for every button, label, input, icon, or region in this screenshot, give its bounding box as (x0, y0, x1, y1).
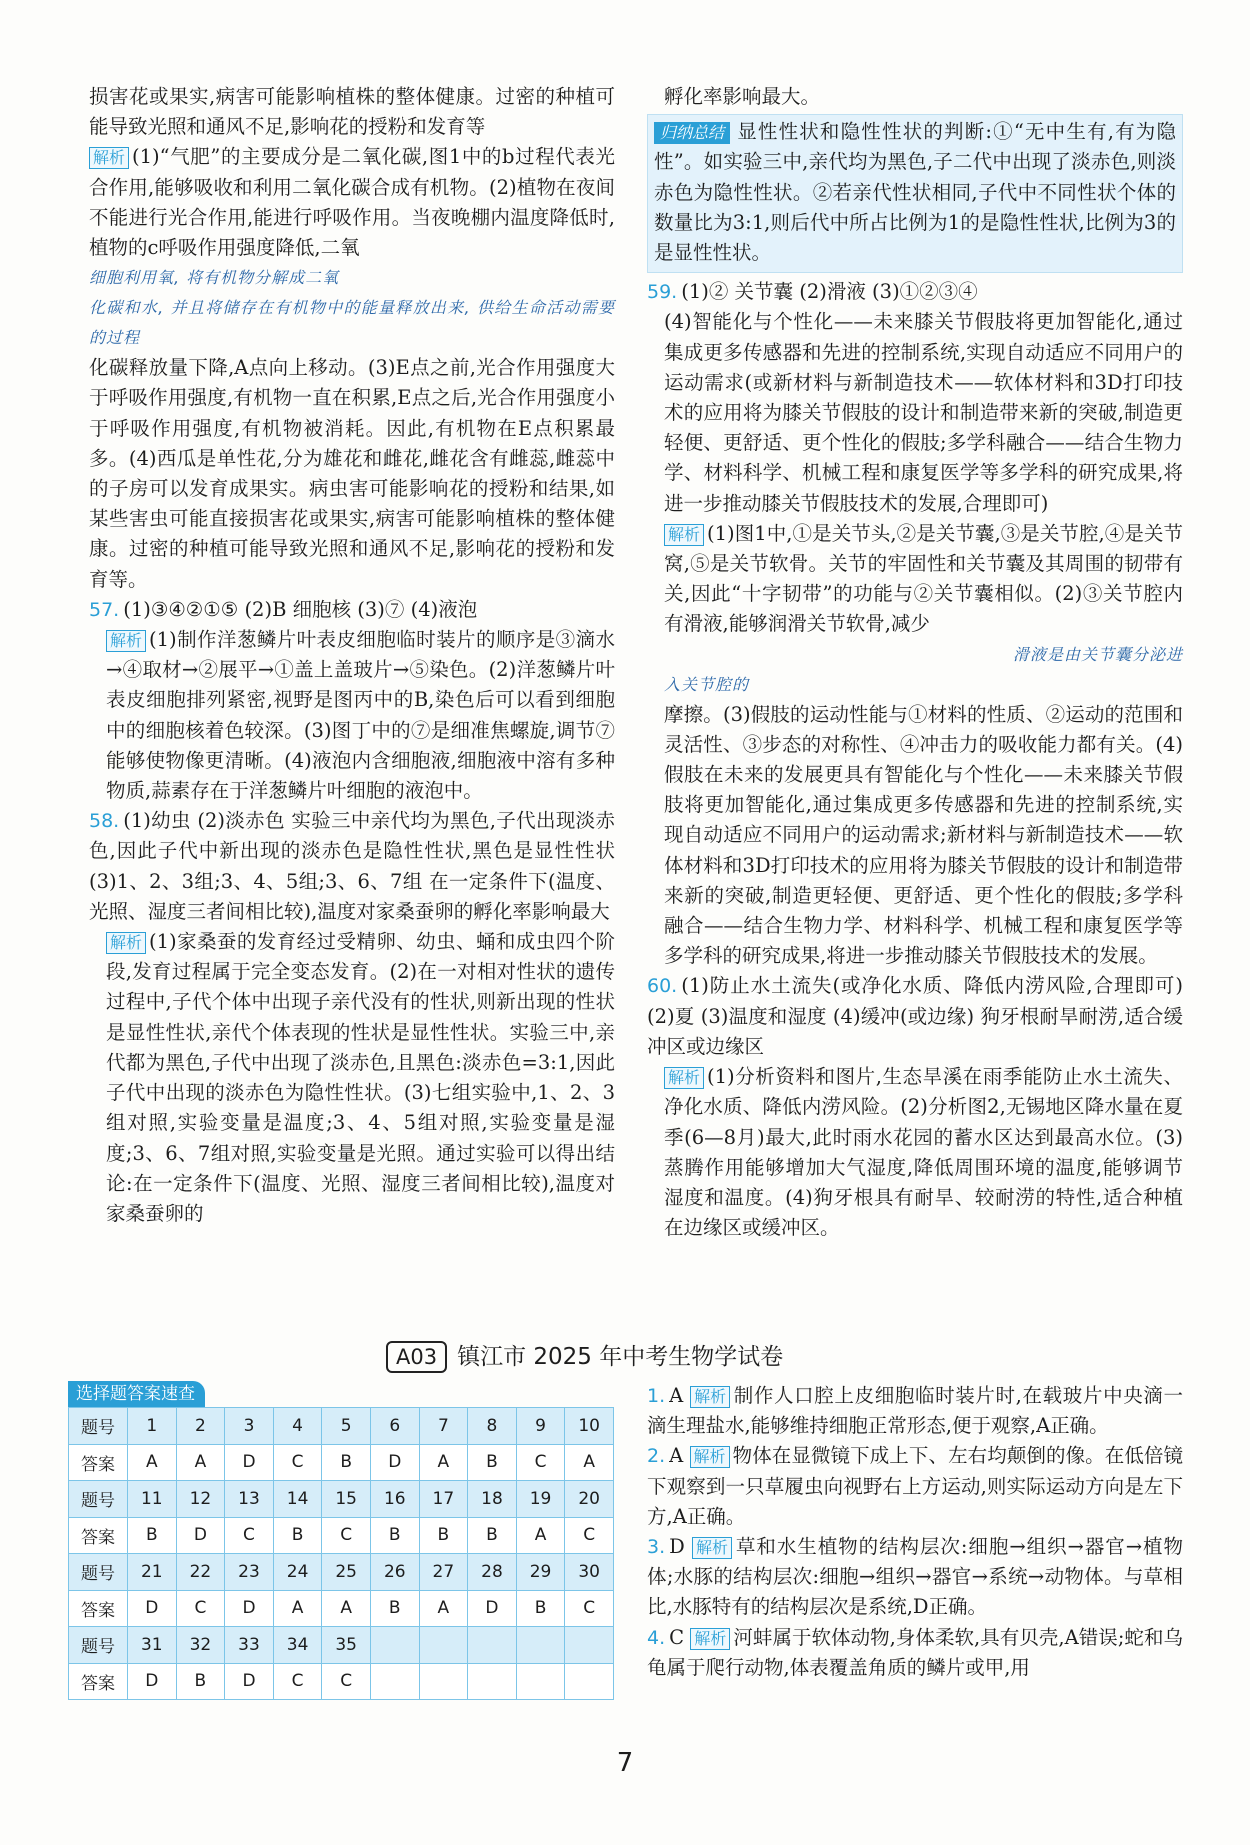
q58-analysis-text: (1)家桑蚕的发育经过受精卵、幼虫、蛹和成虫四个阶段,发育过程属于完全变态发育。(2)在一对相对性状的遗传过程中,子代个体中出现子亲代没有的性状,则新出现的性状是显性性状,亲代个体表现的性状是显性性状。实验三中,亲代都为黑色,子代中出现了淡赤色,且黑色:淡赤色=3:1,因此子代中出现的淡赤色为隐性性状。(3)七组实验中,1、2、3组对照,实验变量是温度;3、4、5组对照,实验变量是湿度;3、6、7组对照,实验变量是光照。通过实验可以得出结论:在一定条件下(温度、光照、湿度三者间相比较),温度对家桑蚕卵的 (106, 930, 615, 1225)
question-number-cell: 19 (516, 1481, 565, 1518)
answer-cell: A (419, 1444, 468, 1481)
answer-cell: C (273, 1444, 322, 1481)
answer-cell: B (468, 1444, 517, 1481)
analysis-tag: 解析 (106, 630, 146, 652)
q59-answer-a: (1)② 关节囊 (2)滑液 (3)①②③④ (681, 280, 978, 304)
analysis-tag: 解析 (690, 1446, 730, 1468)
answer-text: 物体在显微镜下成上下、左右均颠倒的像。在低倍镜下观察到一只草履虫向视野右上方运动,则实际运动方向是左下方,A正确。 (647, 1444, 1183, 1528)
answer-cell (565, 1663, 614, 1700)
question-number-cell: 26 (370, 1554, 419, 1591)
answer-letter: A (669, 1444, 684, 1468)
row-label: 题号 (69, 1481, 128, 1518)
question-number-cell: 14 (273, 1481, 322, 1518)
question-number-cell: 27 (419, 1554, 468, 1591)
question-number-cell: 17 (419, 1481, 468, 1518)
question-number-cell (468, 1627, 517, 1664)
question-number-cell: 24 (273, 1554, 322, 1591)
answer-text: 制作人口腔上皮细胞临时装片时,在载玻片中央滴一滴生理盐水,能够维持细胞正常形态,便于观察,A正确。 (647, 1384, 1183, 1438)
answer-cell: D (128, 1663, 177, 1700)
answer-cell (516, 1663, 565, 1700)
analysis-tag: 解析 (106, 932, 146, 954)
answer-cell: B (419, 1517, 468, 1554)
analysis-tag: 解析 (664, 524, 704, 546)
question-number-cell: 31 (128, 1627, 177, 1664)
answer-3 (647, 1532, 1183, 1623)
right-column (647, 82, 1183, 1243)
answer-letter: A (669, 1384, 684, 1407)
answer-text: 河蚌属于软体动物,身体柔软,具有贝壳,A错误;蛇和乌龟属于爬行动物,体表覆盖角质的鳞片或甲,用 (647, 1625, 1184, 1679)
question-number-cell: 12 (176, 1481, 225, 1518)
q57-analysis (89, 625, 615, 806)
answer-table (68, 1407, 614, 1700)
answer-cell: B (128, 1517, 177, 1554)
row-label: 题号 (69, 1627, 128, 1664)
q60-analysis-text: (1)分析资料和图片,生态旱溪在雨季能防止水土流失、净化水质、降低内涝风险。(2)分析图2,无锡地区降水量在夏季(6—8月)最大,此时雨水花园的蓄水区达到最高水位。(3)蒸腾作用能够增加大气湿度,降低周围环境的温度,能够调节湿度和温度。(4)狗牙根具有耐旱、较耐涝的特性,适合种植在边缘区或缓冲区。 (664, 1065, 1183, 1240)
question-number: 59. (647, 281, 678, 304)
question-number-cell: 8 (468, 1408, 517, 1445)
question-60 (647, 971, 1183, 1062)
table-row-answers (69, 1663, 614, 1700)
answer-cell: D (468, 1590, 517, 1627)
answer-cell: D (225, 1663, 274, 1700)
answer-cell: B (322, 1444, 371, 1481)
answer-cell: C (322, 1517, 371, 1554)
q58-answer: (1)幼虫 (2)淡赤色 实验三中亲代均为黑色,子代出现淡赤色,因此子代中新出现的淡赤色是隐性性状,黑色是显性性状 (3)1、2、3组;3、4、5组;3、6、7组 在一定条件下(温度、光照、湿度三者间相比较),温度对家桑蚕卵的孵化率影响最大 (89, 809, 615, 923)
table-row-numbers (69, 1627, 614, 1664)
question-number-cell (419, 1627, 468, 1664)
table-row-numbers (69, 1554, 614, 1591)
analysis-tag: 解析 (89, 147, 129, 169)
row-label: 答案 (69, 1517, 128, 1554)
answer-cell: A (273, 1590, 322, 1627)
left-column (89, 82, 615, 1229)
q60-analysis (647, 1062, 1183, 1243)
row-label: 题号 (69, 1554, 128, 1591)
summary-tag: 归纳总结 (654, 122, 730, 144)
answer-cell: B (176, 1663, 225, 1700)
question-number-cell: 5 (322, 1408, 371, 1445)
handwritten-note: 入关节腔的 (664, 674, 750, 694)
answer-4 (647, 1623, 1183, 1683)
q60-answer: (1)防止水土流失(或净化水质、降低内涝风险,合理即可) (2)夏 (3)温度和湿度 (4)缓冲(或边缘) 狗牙根耐旱耐涝,适合缓冲区或边缘区 (647, 974, 1183, 1058)
question-58 (89, 806, 615, 927)
answer-text: 草和水生植物的结构层次:细胞→组织→器官→植物体;水豚的结构层次:细胞→组织→器官→系统→动物体。与草相比,水豚特有的结构层次是系统,D正确。 (647, 1535, 1183, 1619)
answer-cell: D (370, 1444, 419, 1481)
table-row-numbers (69, 1481, 614, 1518)
question-number-cell: 13 (225, 1481, 274, 1518)
analysis-tag: 解析 (664, 1067, 704, 1089)
row-label: 答案 (69, 1590, 128, 1627)
table-row-answers (69, 1517, 614, 1554)
q58-continued: 孵化率影响最大。 (664, 85, 821, 108)
question-number-cell (370, 1627, 419, 1664)
question-number-cell: 35 (322, 1627, 371, 1664)
answer-cell (419, 1663, 468, 1700)
question-number-cell: 32 (176, 1627, 225, 1664)
answer-cell: C (565, 1517, 614, 1554)
q59-analysis-text-b: 摩擦。(3)假肢的运动性能与①材料的性质、②运动的范围和灵活性、③步态的对称性、④冲击力的吸收能力都有关。(4)假肢在未来的发展更具有智能化与个性化——未来膝关节假肢将更加智能化,通过集成更多传感器和先进的控制系统,实现自动适应不同用户的运动需求;新材料与新制造技术——软体材料和3D打印技术的应用将为膝关节假肢的设计和制造带来新的突破,制造更轻便、更舒适、更个性化的假肢;多学科融合——结合生物力学、材料科学、机械工程和康复医学等多学科的研究成果,将进一步推动膝关节假肢技术的发展。 (664, 702, 1183, 968)
question-number-cell: 21 (128, 1554, 177, 1591)
q58-analysis (89, 927, 615, 1229)
answer-cell: C (322, 1663, 371, 1700)
answer-cell: A (516, 1517, 565, 1554)
answer-cell: D (128, 1590, 177, 1627)
section-badge: A03 (386, 1341, 447, 1373)
answer-letter: D (669, 1535, 685, 1559)
answer-cell: D (176, 1517, 225, 1554)
row-label: 答案 (69, 1444, 128, 1481)
question-number-cell: 23 (225, 1554, 274, 1591)
question-number-cell: 7 (419, 1408, 468, 1445)
handwritten-note: 滑液是由关节囊分泌进 (1012, 644, 1183, 664)
answer-cell: B (370, 1590, 419, 1627)
question-number: 60. (647, 975, 678, 998)
q56-analysis-text-b: 化碳释放量下降,A点向上移动。(3)E点之前,光合作用强度大于呼吸作用强度,有机物一直在积累,E点之后,光合作用强度小于呼吸作用强度,有机物被消耗。因此,有机物在E点积累最多。(4)西瓜是单性花,分为雄花和雌花,雌花含有雌蕊,雌蕊中的子房可以发育成果实。病虫害可能影响花的授粉和结果,如某些害虫可能直接损害花或果实,病害可能影响植株的整体健康。过密的种植可能导致光照和通风不足,影响花的授粉和发育等。 (89, 356, 615, 591)
section-title (386, 1340, 906, 1376)
answer-cell: B (273, 1517, 322, 1554)
question-number-cell: 1 (128, 1408, 177, 1445)
answer-cell: C (516, 1444, 565, 1481)
question-number-cell (565, 1627, 614, 1664)
table-row-answers (69, 1590, 614, 1627)
q56-analysis-text-a: (1)“气肥”的主要成分是二氧化碳,图1中的b过程代表光合作用,能够吸收和利用二氧化碳合成有机物。(2)植物在夜间不能进行光合作用,能进行呼吸作用。当夜晚棚内温度降低时,植物的c呼吸作用强度降低,二氧 (89, 145, 615, 260)
answer-cell: D (225, 1590, 274, 1627)
question-number-cell: 28 (468, 1554, 517, 1591)
question-number: 4. (647, 1626, 666, 1649)
table-row-answers (69, 1444, 614, 1481)
answer-cell: D (225, 1444, 274, 1481)
answer-cell: C (565, 1590, 614, 1627)
question-number-cell: 33 (225, 1627, 274, 1664)
question-number: 58. (89, 810, 120, 833)
question-number-cell: 9 (516, 1408, 565, 1445)
question-number-cell: 29 (516, 1554, 565, 1591)
analysis-tag: 解析 (690, 1628, 730, 1650)
q59-answer-b: (4)智能化与个性化——未来膝关节假肢将更加智能化,通过集成更多传感器和先进的控制系统,实现自动适应不同用户的运动需求(或新材料与新制造技术——软体材料和3D打印技术的应用将为膝关节假肢的设计和制造带来新的突破,制造更轻便、更舒适、更个性化的假肢;多学科融合——结合生物力学、材料科学、机械工程和康复医学等多学科的研究成果,将进一步推动膝关节假肢技术的发展,合理即可) (664, 310, 1183, 515)
summary-text: 显性性状和隐性性状的判断:①“无中生有,有为隐性”。如实验三中,亲代均为黑色,子二代中出现了淡赤色,则淡赤色为隐性性状。②若亲代性状相同,子代中不同性状个体的数量比为3:1,则后代中所占比例为1的是隐性性状,比例为3的是显性性状。 (654, 120, 1176, 265)
analysis-tag: 解析 (692, 1537, 732, 1559)
question-number: 2. (647, 1445, 666, 1468)
page-number: 7 (616, 1748, 634, 1778)
answer-cell (370, 1663, 419, 1700)
answer-cell: B (468, 1517, 517, 1554)
table-row-numbers (69, 1408, 614, 1445)
q56-intro-text: 损害花或果实,病害可能影响植株的整体健康。过密的种植可能导致光照和通风不足,影响花的授粉和发育等 (89, 85, 615, 139)
question-number-cell: 18 (468, 1481, 517, 1518)
row-label: 答案 (69, 1663, 128, 1700)
answer-1 (647, 1381, 1183, 1441)
question-number-cell: 15 (322, 1481, 371, 1518)
answer-cell: A (322, 1590, 371, 1627)
question-number: 3. (647, 1536, 666, 1559)
question-number-cell: 30 (565, 1554, 614, 1591)
handwritten-note: 化碳和水, 并且将储存在有机物中的能量释放出来, 供给生命活动需要的过程 (89, 298, 615, 348)
question-number: 57. (89, 598, 120, 621)
question-number-cell: 10 (565, 1408, 614, 1445)
analysis-tag: 解析 (690, 1386, 730, 1408)
answer-2 (647, 1441, 1183, 1532)
answer-cell: A (419, 1590, 468, 1627)
answer-letter: C (669, 1625, 685, 1649)
q57-answer: (1)③④②①⑤ (2)B 细胞核 (3)⑦ (4)液泡 (123, 597, 478, 621)
section-title-text: 镇江市 2025 年中考生物学试卷 (457, 1344, 784, 1370)
answer-cell: B (370, 1517, 419, 1554)
question-number-cell: 2 (176, 1408, 225, 1445)
answer-cell: C (273, 1663, 322, 1700)
question-number-cell (516, 1627, 565, 1664)
question-number-cell: 20 (565, 1481, 614, 1518)
right-lower-column (647, 1381, 1183, 1683)
question-number-cell: 16 (370, 1481, 419, 1518)
answer-cell: C (225, 1517, 274, 1554)
answer-table-caption: 选择题答案速查 (68, 1381, 205, 1407)
question-number-cell: 11 (128, 1481, 177, 1518)
summary-box (647, 114, 1183, 273)
row-label: 题号 (69, 1408, 128, 1445)
question-number: 1. (647, 1385, 666, 1407)
question-number-cell: 25 (322, 1554, 371, 1591)
question-59 (647, 277, 1183, 307)
answer-cell: C (176, 1590, 225, 1627)
question-number-cell: 22 (176, 1554, 225, 1591)
handwritten-note: 细胞利用氧, 将有机物分解成二氧 (89, 268, 340, 288)
answer-cell: A (176, 1444, 225, 1481)
answer-cell: A (128, 1444, 177, 1481)
q59-analysis-text-a: (1)图1中,①是关节头,②是关节囊,③是关节腔,④是关节窝,⑤是关节软骨。关节的牢固性和关节囊及其周围的韧带有关,因此“十字韧带”的功能与②关节囊相似。(2)③关节腔内有滑液,能够润滑关节软骨,减少 (664, 521, 1183, 636)
answer-cell: B (516, 1590, 565, 1627)
question-number-cell: 3 (225, 1408, 274, 1445)
q59-analysis (647, 519, 1183, 640)
question-number-cell: 6 (370, 1408, 419, 1445)
q56-analysis (89, 142, 615, 263)
question-number-cell: 34 (273, 1627, 322, 1664)
answer-cell (468, 1663, 517, 1700)
answer-table-block (68, 1381, 614, 1700)
question-number-cell: 4 (273, 1408, 322, 1445)
q57-analysis-text: (1)制作洋葱鳞片叶表皮细胞临时装片的顺序是③滴水→④取材→②展平→①盖上盖玻片→⑤染色。(2)洋葱鳞片叶表皮细胞排列紧密,视野是图丙中的B,染色后可以看到细胞中的细胞核着色较深。(3)图丁中的⑦是细准焦螺旋,调节⑦能够使物像更清晰。(4)液泡内含细胞液,细胞液中溶有多种物质,蒜素存在于洋葱鳞片叶细胞的液泡中。 (106, 628, 615, 803)
answer-cell: A (565, 1444, 614, 1481)
question-57 (89, 595, 615, 625)
